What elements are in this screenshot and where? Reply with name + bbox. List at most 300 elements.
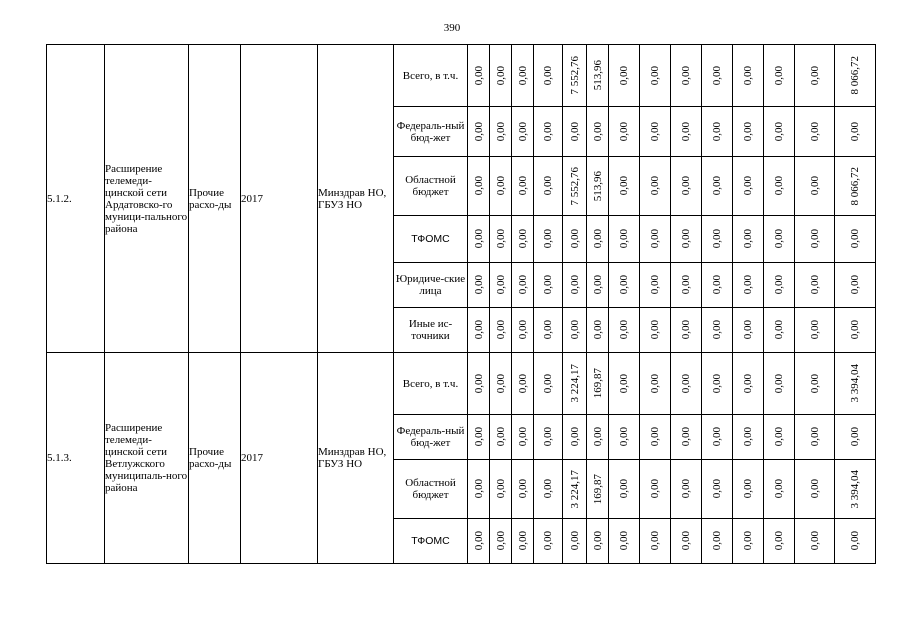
value-cell [468, 263, 490, 308]
value-cell [587, 460, 609, 519]
value-cell [563, 460, 587, 519]
value-text: 513,96 [591, 60, 604, 91]
value-text: 0,00 [773, 373, 785, 394]
value-cell [512, 157, 534, 216]
value-text: 8 066,72 [849, 56, 861, 95]
value-text: 0,00 [808, 275, 821, 295]
value-cell [512, 353, 534, 415]
value-text: 169,87 [591, 368, 604, 399]
value-text: 0,00 [711, 275, 723, 295]
value-text: 0,00 [711, 373, 723, 394]
value-cell [587, 216, 609, 263]
value-cell [835, 519, 876, 564]
value-text: 0,00 [472, 479, 485, 499]
value-text: 0,00 [472, 121, 485, 142]
value-cell [512, 107, 534, 157]
value-text: 0,00 [618, 176, 630, 196]
value-cell [468, 415, 490, 460]
value-cell [534, 308, 563, 353]
item-executor: Минздрав НО, ГБУЗ НО [318, 353, 394, 564]
value-text: 0,00 [680, 427, 692, 447]
funding-source: ТФОМС [394, 519, 468, 564]
value-text: 0,00 [849, 121, 861, 142]
value-text: 0,00 [618, 479, 630, 499]
value-text: 0,00 [680, 65, 692, 86]
value-text: 0,00 [649, 121, 661, 142]
value-text: 0,00 [649, 427, 661, 447]
value-cell [512, 519, 534, 564]
value-cell [733, 157, 764, 216]
value-cell [671, 460, 702, 519]
value-text: 0,00 [494, 320, 507, 340]
value-cell [702, 415, 733, 460]
value-text: 0,00 [773, 479, 785, 499]
value-text: 0,00 [618, 427, 630, 447]
value-cell [490, 107, 512, 157]
value-text: 0,00 [568, 427, 581, 447]
value-text: 0,00 [516, 427, 529, 447]
value-cell [764, 353, 795, 415]
value-text: 0,00 [542, 275, 554, 295]
value-cell [733, 460, 764, 519]
value-cell [733, 415, 764, 460]
value-cell [671, 157, 702, 216]
value-text: 0,00 [542, 65, 554, 86]
value-text: 0,00 [494, 229, 507, 249]
item-code: 5.1.2. [47, 45, 105, 353]
value-text: 0,00 [742, 229, 754, 249]
value-text: 0,00 [808, 427, 821, 447]
value-cell [835, 415, 876, 460]
value-cell [733, 216, 764, 263]
value-text: 0,00 [711, 320, 723, 340]
funding-source: Областной бюджет [394, 157, 468, 216]
value-text: 0,00 [542, 531, 554, 551]
value-cell [512, 45, 534, 107]
value-cell [563, 107, 587, 157]
value-text: 0,00 [649, 320, 661, 340]
value-cell [835, 107, 876, 157]
value-text: 0,00 [542, 427, 554, 447]
value-cell [563, 308, 587, 353]
value-cell [671, 353, 702, 415]
value-text: 0,00 [680, 275, 692, 295]
value-cell [587, 263, 609, 308]
value-text: 0,00 [516, 229, 529, 249]
value-cell [702, 353, 733, 415]
value-cell [563, 216, 587, 263]
value-text: 0,00 [591, 427, 604, 447]
value-cell [468, 107, 490, 157]
value-text: 0,00 [773, 121, 785, 142]
value-cell [609, 415, 640, 460]
value-cell [609, 519, 640, 564]
value-text: 0,00 [849, 531, 861, 551]
value-cell [835, 263, 876, 308]
value-text: 0,00 [494, 121, 507, 142]
value-text: 0,00 [849, 229, 861, 249]
value-text: 0,00 [494, 427, 507, 447]
value-cell [563, 415, 587, 460]
item-executor: Минздрав НО, ГБУЗ НО [318, 45, 394, 353]
value-cell [764, 415, 795, 460]
value-cell [671, 415, 702, 460]
value-cell [795, 519, 835, 564]
value-text: 0,00 [516, 121, 529, 142]
funding-source: Иные ис-точники [394, 308, 468, 353]
value-text: 0,00 [711, 65, 723, 86]
value-cell [733, 107, 764, 157]
funding-source: Федераль-ный бюд-жет [394, 415, 468, 460]
value-cell [764, 107, 795, 157]
page-number: 390 [443, 22, 461, 34]
value-cell [671, 263, 702, 308]
value-cell [534, 45, 563, 107]
budget-table [46, 44, 876, 564]
value-text: 513,96 [591, 170, 604, 202]
value-text: 0,00 [808, 121, 821, 142]
value-cell [490, 263, 512, 308]
value-cell [609, 216, 640, 263]
value-text: 0,00 [680, 176, 692, 196]
value-cell [512, 308, 534, 353]
value-text: 0,00 [516, 320, 529, 340]
value-text: 0,00 [742, 427, 754, 447]
value-text: 0,00 [516, 373, 529, 394]
value-text: 0,00 [568, 531, 581, 551]
value-cell [587, 107, 609, 157]
value-cell [563, 45, 587, 107]
value-text: 0,00 [711, 479, 723, 499]
value-text: 0,00 [591, 121, 604, 142]
value-text: 0,00 [773, 320, 785, 340]
value-cell [733, 519, 764, 564]
value-cell [795, 460, 835, 519]
value-cell [609, 107, 640, 157]
value-text: 0,00 [472, 427, 485, 447]
value-text: 0,00 [808, 531, 821, 551]
value-cell [534, 216, 563, 263]
value-text: 0,00 [742, 65, 754, 86]
value-text: 7 552,76 [568, 166, 581, 206]
value-text: 0,00 [494, 373, 507, 394]
value-cell [640, 107, 671, 157]
value-cell [702, 460, 733, 519]
value-text: 0,00 [591, 229, 604, 249]
value-text: 0,00 [472, 229, 485, 249]
value-cell [764, 216, 795, 263]
value-cell [512, 263, 534, 308]
value-text: 0,00 [618, 229, 630, 249]
value-text: 0,00 [649, 65, 661, 86]
value-cell [490, 460, 512, 519]
value-text: 0,00 [773, 65, 785, 86]
value-text: 0,00 [808, 320, 821, 340]
value-text: 0,00 [742, 320, 754, 340]
value-text: 0,00 [649, 176, 661, 196]
value-cell [795, 45, 835, 107]
value-text: 0,00 [494, 65, 507, 86]
value-cell [640, 519, 671, 564]
value-text: 0,00 [618, 275, 630, 295]
value-text: 0,00 [711, 229, 723, 249]
value-cell [609, 353, 640, 415]
value-cell [702, 308, 733, 353]
value-text: 0,00 [472, 65, 485, 86]
value-text: 0,00 [618, 320, 630, 340]
value-cell [671, 519, 702, 564]
item-code: 5.1.3. [47, 353, 105, 564]
value-text: 3 394,04 [849, 469, 861, 509]
value-text: 0,00 [618, 121, 630, 142]
value-text: 0,00 [568, 121, 581, 142]
value-cell [563, 263, 587, 308]
value-text: 0,00 [542, 320, 554, 340]
funding-source: ТФОМС [394, 216, 468, 263]
value-cell [640, 353, 671, 415]
value-text: 0,00 [711, 427, 723, 447]
value-cell [512, 460, 534, 519]
value-text: 0,00 [711, 176, 723, 196]
value-cell [795, 415, 835, 460]
value-cell [835, 157, 876, 216]
value-cell [468, 308, 490, 353]
value-text: 0,00 [568, 320, 581, 340]
value-cell [764, 263, 795, 308]
value-text: 0,00 [472, 531, 485, 551]
value-text: 0,00 [680, 373, 692, 394]
value-cell [671, 308, 702, 353]
value-cell [795, 308, 835, 353]
value-text: 0,00 [649, 275, 661, 295]
value-text: 0,00 [516, 531, 529, 551]
value-cell [534, 263, 563, 308]
value-text: 0,00 [591, 531, 604, 551]
value-cell [587, 157, 609, 216]
value-text: 0,00 [649, 373, 661, 394]
funding-source: Областной бюджет [394, 460, 468, 519]
value-cell [640, 460, 671, 519]
value-text: 0,00 [472, 176, 485, 196]
value-cell [512, 415, 534, 460]
value-cell [835, 216, 876, 263]
value-text: 0,00 [849, 275, 861, 295]
value-text: 169,87 [591, 473, 604, 505]
value-text: 0,00 [680, 320, 692, 340]
expense-type: Прочие расхо-ды [189, 45, 241, 353]
value-cell [468, 45, 490, 107]
value-cell [671, 107, 702, 157]
value-cell [587, 45, 609, 107]
value-text: 0,00 [742, 176, 754, 196]
value-cell [587, 308, 609, 353]
value-cell [640, 308, 671, 353]
value-cell [534, 157, 563, 216]
value-text: 0,00 [568, 229, 581, 249]
value-text: 0,00 [808, 479, 821, 499]
value-text: 0,00 [472, 275, 485, 295]
value-cell [587, 353, 609, 415]
value-cell [490, 308, 512, 353]
value-cell [733, 263, 764, 308]
value-cell [702, 216, 733, 263]
item-year: 2017 [241, 353, 318, 564]
value-text: 0,00 [773, 531, 785, 551]
expense-type: Прочие расхо-ды [189, 353, 241, 564]
value-text: 0,00 [808, 65, 821, 86]
value-cell [587, 519, 609, 564]
value-cell [795, 107, 835, 157]
value-text: 0,00 [680, 479, 692, 499]
value-cell [671, 45, 702, 107]
value-cell [835, 308, 876, 353]
value-text: 0,00 [494, 275, 507, 295]
value-text: 0,00 [591, 320, 604, 340]
value-text: 0,00 [542, 176, 554, 196]
value-cell [587, 415, 609, 460]
value-text: 0,00 [494, 176, 507, 196]
value-cell [609, 263, 640, 308]
funding-source: Юридиче-ские лица [394, 263, 468, 308]
value-cell [671, 216, 702, 263]
value-cell [640, 157, 671, 216]
funding-source: Всего, в т.ч. [394, 45, 468, 107]
value-text: 0,00 [516, 176, 529, 196]
value-text: 8 066,72 [849, 166, 861, 206]
value-text: 0,00 [649, 479, 661, 499]
value-text: 0,00 [542, 373, 554, 394]
value-cell [609, 308, 640, 353]
value-text: 0,00 [618, 531, 630, 551]
value-text: 0,00 [680, 229, 692, 249]
value-cell [468, 216, 490, 263]
funding-source: Федераль-ный бюд-жет [394, 107, 468, 157]
value-cell [468, 460, 490, 519]
value-cell [795, 353, 835, 415]
value-cell [640, 415, 671, 460]
value-cell [702, 263, 733, 308]
value-cell [534, 415, 563, 460]
value-text: 3 394,04 [849, 364, 861, 403]
value-text: 0,00 [808, 229, 821, 249]
value-cell [702, 157, 733, 216]
value-text: 0,00 [742, 479, 754, 499]
value-cell [490, 216, 512, 263]
value-text: 0,00 [542, 229, 554, 249]
item-name: Расширение телемеди-цинской сети Ветлужского муниципаль-ного района [105, 353, 189, 564]
value-text: 0,00 [808, 373, 821, 394]
value-cell [702, 107, 733, 157]
value-cell [490, 415, 512, 460]
value-text: 0,00 [773, 176, 785, 196]
value-text: 0,00 [742, 275, 754, 295]
value-text: 3 224,17 [568, 469, 581, 509]
value-text: 0,00 [742, 531, 754, 551]
value-cell [609, 45, 640, 107]
value-cell [534, 519, 563, 564]
value-text: 0,00 [618, 65, 630, 86]
value-cell [490, 353, 512, 415]
funding-source: Всего, в т.ч. [394, 353, 468, 415]
value-cell [835, 45, 876, 107]
value-cell [795, 263, 835, 308]
value-text: 0,00 [568, 275, 581, 295]
table-row [47, 353, 876, 415]
value-cell [512, 216, 534, 263]
value-text: 0,00 [773, 427, 785, 447]
value-cell [468, 519, 490, 564]
item-year: 2017 [241, 45, 318, 353]
value-cell [835, 353, 876, 415]
value-cell [795, 157, 835, 216]
value-text: 0,00 [542, 121, 554, 142]
value-text: 3 224,17 [568, 364, 581, 403]
value-text: 0,00 [472, 320, 485, 340]
value-text: 0,00 [516, 479, 529, 499]
value-cell [640, 216, 671, 263]
value-text: 0,00 [742, 121, 754, 142]
value-text: 0,00 [494, 531, 507, 551]
value-text: 0,00 [516, 275, 529, 295]
value-cell [764, 460, 795, 519]
value-text: 0,00 [494, 479, 507, 499]
value-cell [468, 353, 490, 415]
value-text: 0,00 [808, 176, 821, 196]
value-text: 0,00 [680, 121, 692, 142]
value-text: 0,00 [711, 121, 723, 142]
value-text: 0,00 [649, 531, 661, 551]
value-cell [563, 353, 587, 415]
value-cell [468, 157, 490, 216]
value-text: 0,00 [849, 427, 861, 447]
value-cell [640, 263, 671, 308]
value-cell [640, 45, 671, 107]
value-cell [702, 519, 733, 564]
value-cell [733, 353, 764, 415]
value-cell [795, 216, 835, 263]
value-text: 0,00 [472, 373, 485, 394]
value-cell [609, 460, 640, 519]
value-cell [563, 157, 587, 216]
value-text: 0,00 [773, 275, 785, 295]
value-text: 0,00 [680, 531, 692, 551]
value-cell [764, 157, 795, 216]
value-cell [534, 460, 563, 519]
value-cell [702, 45, 733, 107]
item-name: Расширение телемеди-цинской сети Ардатовско-го муници-пального района [105, 45, 189, 353]
value-text: 0,00 [542, 479, 554, 499]
value-text: 0,00 [591, 275, 604, 295]
value-cell [835, 460, 876, 519]
value-text: 7 552,76 [568, 56, 581, 95]
value-cell [490, 157, 512, 216]
value-cell [764, 45, 795, 107]
value-text: 0,00 [742, 373, 754, 394]
value-cell [733, 308, 764, 353]
value-cell [764, 308, 795, 353]
value-cell [490, 45, 512, 107]
value-cell [764, 519, 795, 564]
value-text: 0,00 [516, 65, 529, 86]
value-cell [490, 519, 512, 564]
value-text: 0,00 [773, 229, 785, 249]
value-cell [534, 353, 563, 415]
value-text: 0,00 [649, 229, 661, 249]
value-cell [563, 519, 587, 564]
table-row [47, 45, 876, 107]
value-text: 0,00 [849, 320, 861, 340]
value-cell [609, 157, 640, 216]
